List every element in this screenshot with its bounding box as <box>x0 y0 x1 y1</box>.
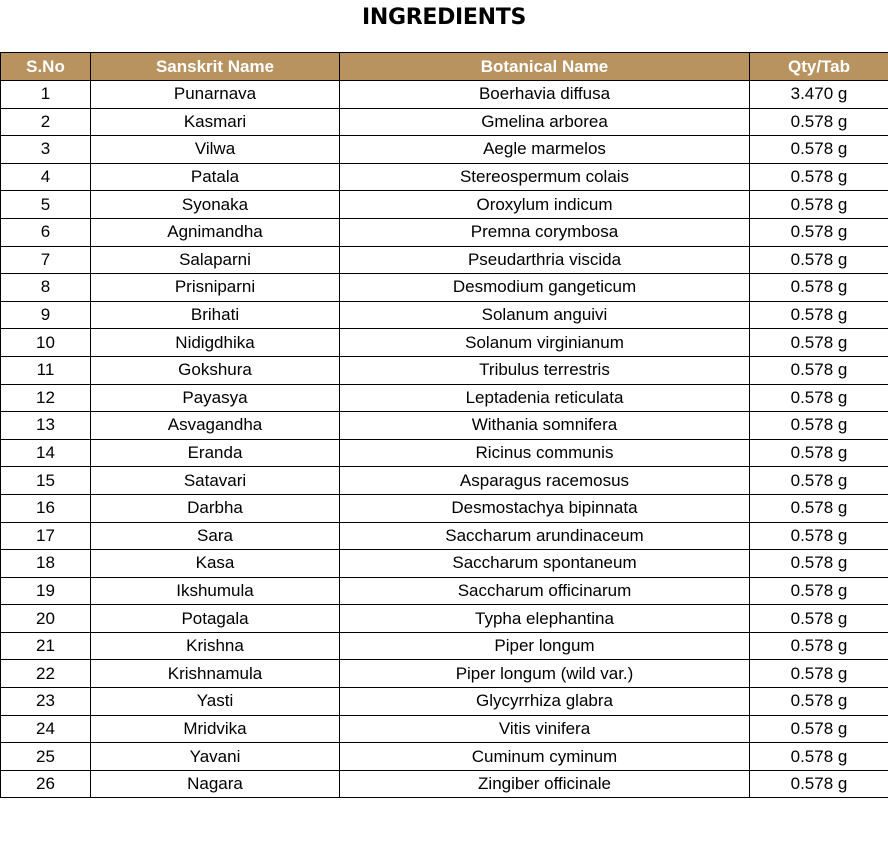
table-row <box>1 356 888 384</box>
cell-quantity: 0.578 g <box>750 688 888 716</box>
cell-serial-number: 18 <box>1 550 91 578</box>
table-row <box>1 688 888 716</box>
cell-sanskrit-name: Satavari <box>91 467 340 495</box>
cell-sanskrit-name: Potagala <box>91 605 340 633</box>
cell-botanical-name: Saccharum officinarum <box>340 577 750 605</box>
cell-quantity: 0.578 g <box>750 605 888 633</box>
cell-serial-number: 2 <box>1 108 91 136</box>
cell-serial-number: 10 <box>1 329 91 357</box>
cell-botanical-name: Typha elephantina <box>340 605 750 633</box>
cell-quantity: 0.578 g <box>750 356 888 384</box>
cell-serial-number: 14 <box>1 439 91 467</box>
table-row <box>1 743 888 771</box>
cell-botanical-name: Ricinus communis <box>340 439 750 467</box>
page-title: INGREDIENTS <box>361 5 527 30</box>
table-row <box>1 632 888 660</box>
cell-serial-number: 12 <box>1 384 91 412</box>
cell-botanical-name: Premna corymbosa <box>340 218 750 246</box>
cell-quantity: 0.578 g <box>750 384 888 412</box>
table-row <box>1 605 888 633</box>
cell-quantity: 0.578 g <box>750 577 888 605</box>
table-row <box>1 108 888 136</box>
cell-serial-number: 6 <box>1 218 91 246</box>
cell-sanskrit-name: Nagara <box>91 770 340 798</box>
cell-sanskrit-name: Sara <box>91 522 340 550</box>
cell-sanskrit-name: Krishna <box>91 632 340 660</box>
cell-botanical-name: Aegle marmelos <box>340 136 750 164</box>
cell-serial-number: 22 <box>1 660 91 688</box>
cell-sanskrit-name: Punarnava <box>91 81 340 109</box>
cell-serial-number: 24 <box>1 715 91 743</box>
cell-sanskrit-name: Yasti <box>91 688 340 716</box>
table-row <box>1 522 888 550</box>
cell-botanical-name: Saccharum arundinaceum <box>340 522 750 550</box>
cell-serial-number: 23 <box>1 688 91 716</box>
cell-serial-number: 16 <box>1 494 91 522</box>
cell-botanical-name: Saccharum spontaneum <box>340 550 750 578</box>
cell-serial-number: 17 <box>1 522 91 550</box>
table-row <box>1 163 888 191</box>
table-row <box>1 384 888 412</box>
cell-botanical-name: Solanum anguivi <box>340 301 750 329</box>
cell-quantity: 0.578 g <box>750 412 888 440</box>
cell-quantity: 0.578 g <box>750 715 888 743</box>
cell-quantity: 0.578 g <box>750 329 888 357</box>
cell-serial-number: 21 <box>1 632 91 660</box>
cell-sanskrit-name: Kasa <box>91 550 340 578</box>
header-quantity-per-tablet: Qty/Tab <box>750 53 888 81</box>
cell-sanskrit-name: Eranda <box>91 439 340 467</box>
cell-serial-number: 7 <box>1 246 91 274</box>
table-row <box>1 439 888 467</box>
cell-botanical-name: Solanum virginianum <box>340 329 750 357</box>
cell-botanical-name: Desmostachya bipinnata <box>340 494 750 522</box>
table-row <box>1 218 888 246</box>
cell-sanskrit-name: Payasya <box>91 384 340 412</box>
table-row <box>1 577 888 605</box>
header-serial-number: S.No <box>1 53 91 81</box>
table-row <box>1 191 888 219</box>
cell-sanskrit-name: Darbha <box>91 494 340 522</box>
cell-sanskrit-name: Gokshura <box>91 356 340 384</box>
cell-botanical-name: Piper longum <box>340 632 750 660</box>
ingredients-table <box>0 52 888 798</box>
cell-quantity: 0.578 g <box>750 770 888 798</box>
cell-quantity: 0.578 g <box>750 191 888 219</box>
header-sanskrit-name: Sanskrit Name <box>91 53 340 81</box>
cell-sanskrit-name: Ikshumula <box>91 577 340 605</box>
cell-quantity: 0.578 g <box>750 218 888 246</box>
cell-quantity: 3.470 g <box>750 81 888 109</box>
cell-serial-number: 5 <box>1 191 91 219</box>
table-body <box>1 81 888 798</box>
cell-serial-number: 4 <box>1 163 91 191</box>
header-botanical-name: Botanical Name <box>340 53 750 81</box>
cell-botanical-name: Zingiber officinale <box>340 770 750 798</box>
table-row <box>1 715 888 743</box>
cell-botanical-name: Pseudarthria viscida <box>340 246 750 274</box>
cell-botanical-name: Piper longum (wild var.) <box>340 660 750 688</box>
cell-quantity: 0.578 g <box>750 660 888 688</box>
cell-botanical-name: Leptadenia reticulata <box>340 384 750 412</box>
table-row <box>1 329 888 357</box>
table-row <box>1 246 888 274</box>
cell-botanical-name: Boerhavia diffusa <box>340 81 750 109</box>
cell-sanskrit-name: Yavani <box>91 743 340 771</box>
cell-quantity: 0.578 g <box>750 439 888 467</box>
cell-serial-number: 20 <box>1 605 91 633</box>
cell-serial-number: 11 <box>1 356 91 384</box>
cell-quantity: 0.578 g <box>750 163 888 191</box>
cell-botanical-name: Tribulus terrestris <box>340 356 750 384</box>
cell-serial-number: 3 <box>1 136 91 164</box>
cell-botanical-name: Gmelina arborea <box>340 108 750 136</box>
cell-sanskrit-name: Vilwa <box>91 136 340 164</box>
cell-sanskrit-name: Patala <box>91 163 340 191</box>
cell-sanskrit-name: Agnimandha <box>91 218 340 246</box>
cell-sanskrit-name: Asvagandha <box>91 412 340 440</box>
table-row <box>1 274 888 302</box>
cell-quantity: 0.578 g <box>750 494 888 522</box>
cell-botanical-name: Glycyrrhiza glabra <box>340 688 750 716</box>
cell-quantity: 0.578 g <box>750 108 888 136</box>
cell-botanical-name: Withania somnifera <box>340 412 750 440</box>
cell-sanskrit-name: Prisniparni <box>91 274 340 302</box>
cell-quantity: 0.578 g <box>750 246 888 274</box>
cell-quantity: 0.578 g <box>750 467 888 495</box>
table-row <box>1 494 888 522</box>
cell-botanical-name: Desmodium gangeticum <box>340 274 750 302</box>
table-row <box>1 550 888 578</box>
table-row <box>1 770 888 798</box>
cell-quantity: 0.578 g <box>750 136 888 164</box>
cell-serial-number: 9 <box>1 301 91 329</box>
cell-serial-number: 8 <box>1 274 91 302</box>
cell-serial-number: 15 <box>1 467 91 495</box>
cell-botanical-name: Cuminum cyminum <box>340 743 750 771</box>
table-header-row <box>1 53 888 81</box>
cell-quantity: 0.578 g <box>750 274 888 302</box>
cell-serial-number: 26 <box>1 770 91 798</box>
cell-quantity: 0.578 g <box>750 301 888 329</box>
cell-sanskrit-name: Salaparni <box>91 246 340 274</box>
cell-sanskrit-name: Krishnamula <box>91 660 340 688</box>
cell-sanskrit-name: Brihati <box>91 301 340 329</box>
cell-quantity: 0.578 g <box>750 743 888 771</box>
cell-sanskrit-name: Mridvika <box>91 715 340 743</box>
cell-serial-number: 13 <box>1 412 91 440</box>
cell-quantity: 0.578 g <box>750 550 888 578</box>
cell-botanical-name: Asparagus racemosus <box>340 467 750 495</box>
cell-botanical-name: Vitis vinifera <box>340 715 750 743</box>
cell-serial-number: 19 <box>1 577 91 605</box>
cell-sanskrit-name: Kasmari <box>91 108 340 136</box>
table-row <box>1 301 888 329</box>
table-row <box>1 660 888 688</box>
table-row <box>1 467 888 495</box>
cell-serial-number: 1 <box>1 81 91 109</box>
cell-sanskrit-name: Syonaka <box>91 191 340 219</box>
table-row <box>1 412 888 440</box>
table-row <box>1 136 888 164</box>
cell-serial-number: 25 <box>1 743 91 771</box>
cell-quantity: 0.578 g <box>750 632 888 660</box>
cell-botanical-name: Stereospermum colais <box>340 163 750 191</box>
cell-quantity: 0.578 g <box>750 522 888 550</box>
table-row <box>1 81 888 109</box>
cell-sanskrit-name: Nidigdhika <box>91 329 340 357</box>
cell-botanical-name: Oroxylum indicum <box>340 191 750 219</box>
